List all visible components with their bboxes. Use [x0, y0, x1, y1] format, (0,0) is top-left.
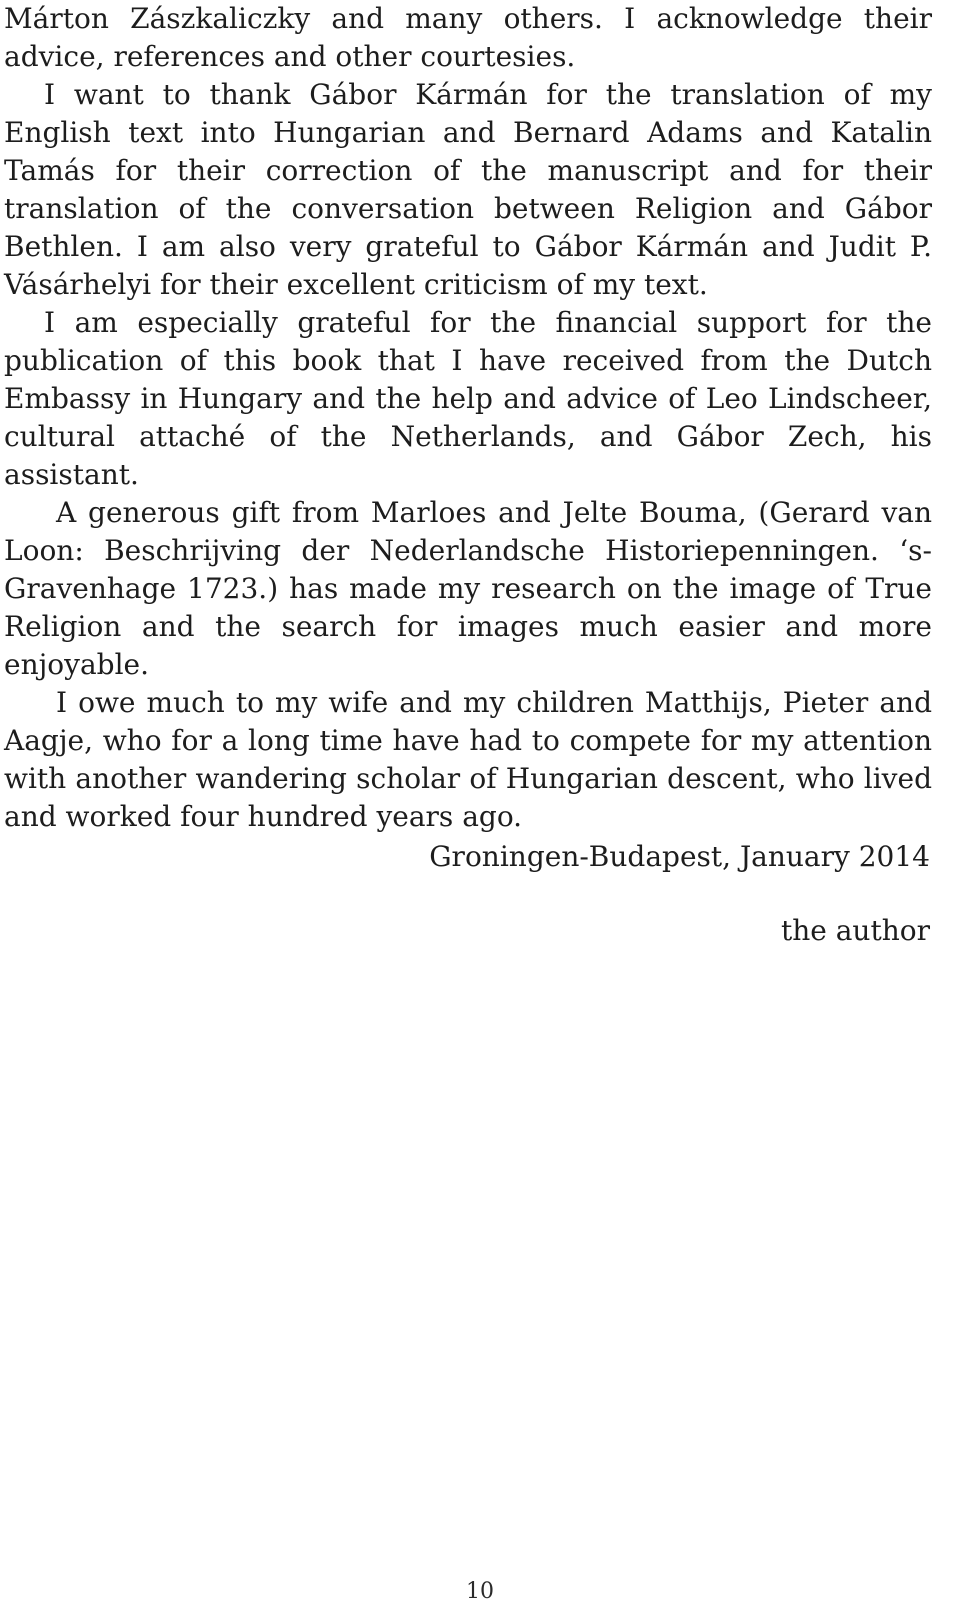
place-date-line: Groningen-Budapest, January 2014 [429, 840, 930, 873]
body-text [4, 0, 932, 836]
paragraph-5: I owe much to my wife and my children Matthijs, Pieter and Aagje, who for a long time have had to compete for my attention with another wandering scholar of Hungarian descent, who lived and worked four hundred years ago. [4, 686, 932, 833]
author-signature: the author [780, 914, 930, 947]
paragraph-4: A generous gift from Marloes and Jelte Bouma, (Gerard van Loon: Beschrijving der Nederlandsche Historiepenningen. ‘s-Gravenhage 1723.) has made my research on the image of True Religion and the search for images much easier and more enjoyable. [4, 496, 932, 681]
paragraph-1: Márton Zászkaliczky and many others. I acknowledge their advice, references and other courtesies. [4, 2, 932, 73]
paragraph-3: I am especially grateful for the financial support for the publication of this book that I have received from the Dutch Embassy in Hungary and the help and advice of Leo Lindscheer, cultural attaché of the Netherlands, and Gábor Zech, his assistant. [4, 306, 932, 491]
paragraph-2: I want to thank Gábor Kármán for the translation of my English text into Hungarian and Bernard Adams and Katalin Tamás for their correction of the manuscript and for their translation of the conversation between Religion and Gábor Bethlen. I am also very grateful to Gábor Kármán and Judit P. Vásárhelyi for their excellent criticism of my text. [4, 78, 932, 301]
page-number: 10 [466, 1579, 494, 1604]
